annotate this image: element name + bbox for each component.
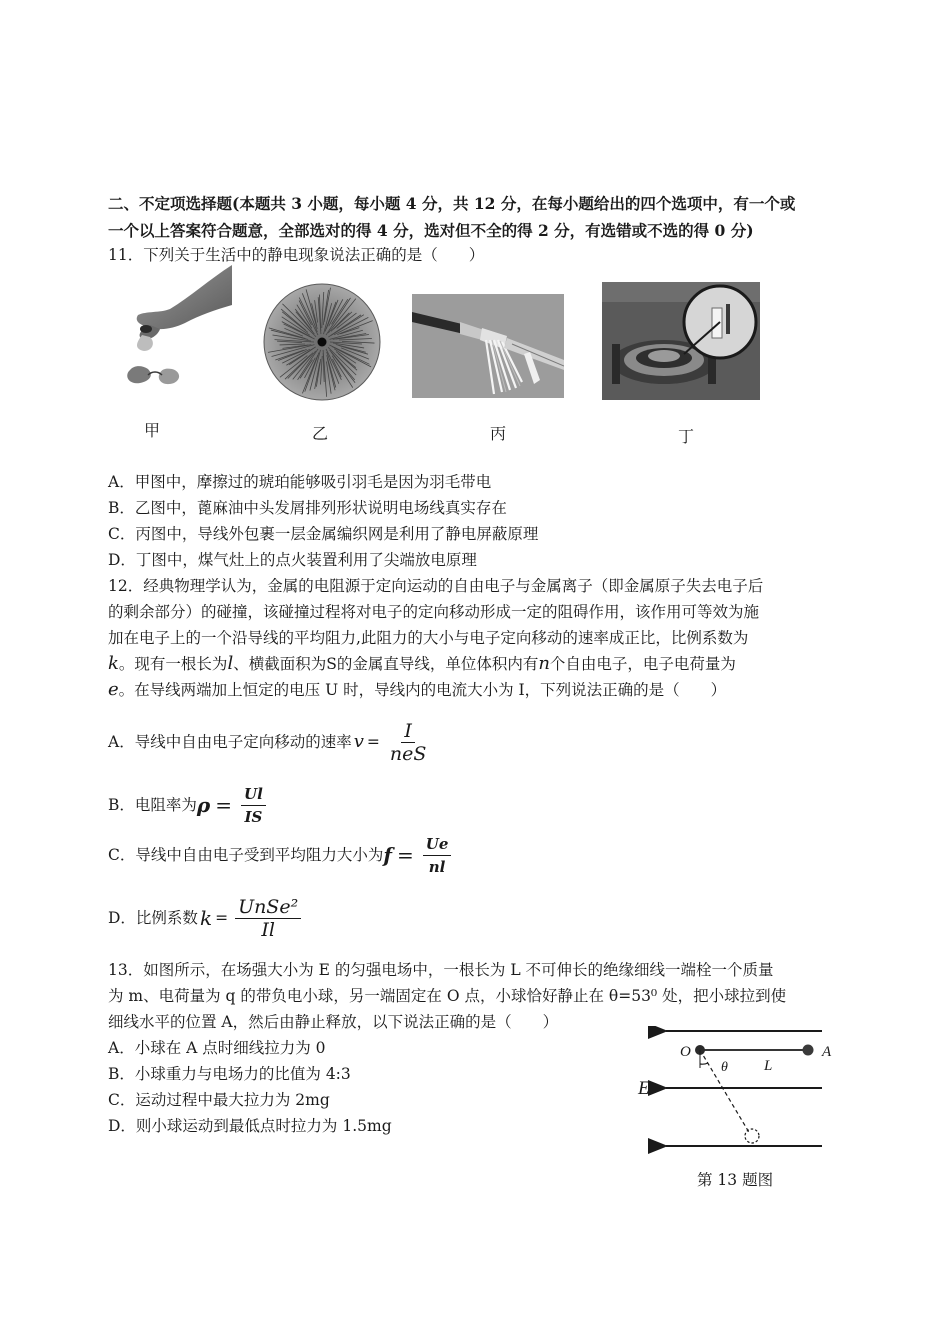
ball-equilibrium (745, 1129, 759, 1143)
q12-option-b: B．电阻率为 ρ = $\frac{Ul}{IS}$ (108, 780, 270, 830)
q12-line1: 12．经典物理学认为，金属的电阻源于定向运动的自由电子与金属离子（即金属原子失去电子后 (108, 577, 764, 595)
q12-a-fraction: $\frac{I}{\text{neS}}$ (389, 719, 427, 765)
caption-ding: 丁 (678, 427, 695, 446)
q12-option-d: D．比例系数 k = $\frac{\text{UnSe²}}{Il}$ (108, 890, 305, 946)
label-a: A (822, 1044, 832, 1060)
q13-option-a: A．小球在 A 点时细线拉力为 0 (108, 1039, 326, 1057)
q12-var-e: e (108, 679, 119, 700)
q12-var-k: k (108, 653, 119, 674)
q11-option-d: D．丁图中，煤气灶上的点火装置利用了尖端放电原理 (108, 551, 477, 569)
label-e: E (638, 1078, 650, 1099)
q12-line3: 加在电子上的一个沿导线的平均阻力,此阻力的大小与电子定向移动的速率成正比，比例系数为 (108, 629, 749, 647)
q12-option-c: C．导线中自由电子受到平均阻力大小为 f = $\frac{Ue}{nl}$ (108, 830, 455, 880)
q13-line2: 为 m、电荷量为 q 的带负电小球，另一端固定在 O 点，小球恰好静止在 θ=53⁰ 处，把小球拉到使 (108, 987, 787, 1005)
q12-b-fraction: $\frac{Ul}{IS}$ (241, 783, 266, 828)
q12-line4: k。现有一根长为l、横截面积为S的金属直导线，单位体积内有n个自由电子，电子电荷量为 (108, 653, 736, 674)
q13-option-b: B．小球重力与电场力的比值为 4:3 (108, 1065, 351, 1083)
label-l: L (764, 1058, 773, 1074)
caption-bing: 丙 (490, 424, 507, 443)
q13-stem (108, 957, 853, 1035)
section-heading-line2: 一个以上答案符合题意，全部选对的得 4 分，选对但不全的得 2 分，有选错或不选的得 0 分) (108, 221, 754, 240)
q12-c-fraction: $\frac{Ue}{nl}$ (423, 833, 452, 878)
section-heading-line1: 二、不定项选择题(本题共 3 小题，每小题 4 分，共 12 分，在每小题给出的四个选项中，有一个或 (108, 194, 796, 213)
q12-stem (108, 573, 853, 703)
caption-yi: 乙 (312, 424, 329, 443)
section-heading (108, 190, 853, 244)
q13-figure (632, 1026, 832, 1156)
q13-figure-caption: 第 13 题图 (697, 1171, 774, 1189)
q13-line3: 细线水平的位置 A，然后由静止释放，以下说法正确的是（ ） (108, 1013, 559, 1031)
q12-var-n: n (538, 653, 550, 674)
label-theta: θ (721, 1060, 728, 1075)
q11-option-c: C．丙图中，导线外包裹一层金属编织网是利用了静电屏蔽原理 (108, 525, 539, 543)
caption-jia: 甲 (144, 421, 161, 440)
q12-option-a: A．导线中自由电子定向移动的速率 v = $\frac{I}{\text{neS}}$ (108, 716, 433, 768)
q13-option-d: D．则小球运动到最低点时拉力为 1.5mg (108, 1117, 392, 1135)
label-o: O (680, 1044, 691, 1060)
q12-line5: e。在导线两端加上恒定的电压 U 时，导线内的电流大小为 I，下列说法正确的是（ ） (108, 679, 727, 700)
shielded-cable-photo (412, 294, 564, 398)
q12-line2: 的剩余部分）的碰撞，该碰撞过程将对电子的定向移动形成一定的阻碍作用，该作用可等效为施 (108, 603, 760, 621)
ball-a (803, 1045, 814, 1056)
hand-amber-photo (120, 265, 232, 395)
q11-stem: 11．下列关于生活中的静电现象说法正确的是（ ） (108, 246, 485, 264)
q12-d-fraction: $\frac{\text{UnSe²}}{Il}$ (235, 896, 301, 941)
q13-option-c: C．运动过程中最大拉力为 2mg (108, 1091, 330, 1109)
q13-line1: 13．如图所示，在场强大小为 E 的匀强电场中，一根长为 L 不可伸长的绝缘细线一端栓一个质量 (108, 961, 774, 979)
q11-option-b: B．乙图中，蓖麻油中头发屑排列形状说明电场线真实存在 (108, 499, 507, 517)
q12-var-l: l (227, 653, 234, 674)
angle-arc (700, 1063, 708, 1064)
gas-stove-igniter-photo (602, 282, 760, 400)
q11-option-a: A．甲图中，摩擦过的琥珀能够吸引羽毛是因为羽毛带电 (108, 473, 492, 491)
hair-field-lines-photo (262, 282, 382, 402)
